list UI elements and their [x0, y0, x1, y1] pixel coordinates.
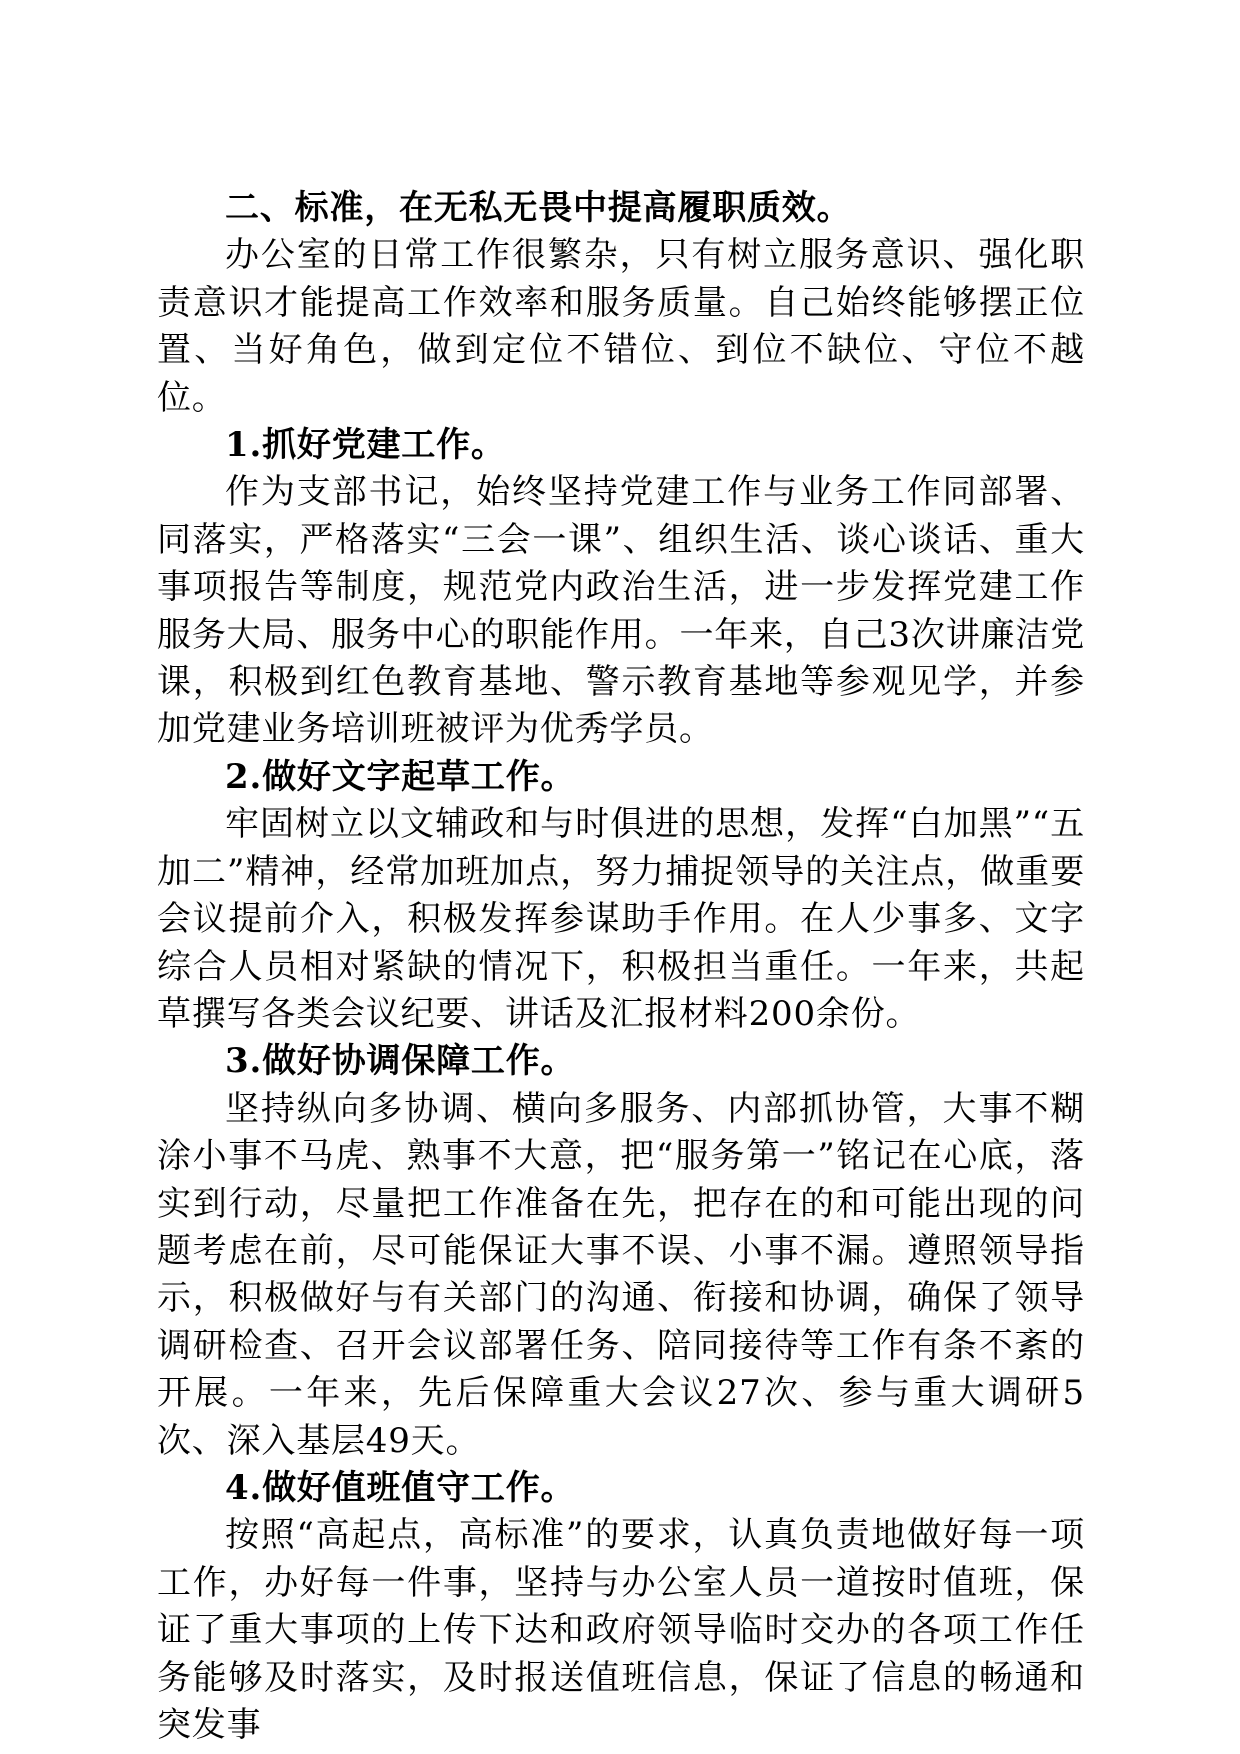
intro-paragraph: 办公室的日常工作很繁杂，只有树立服务意识、强化职责意识才能提高工作效率和服务质量。自己始终能够摆正位置、当好角色，做到定位不错位、到位不缺位、守位不越位。 — [157, 235, 1085, 418]
item-3-heading: 3.做好协调保障工作。 — [225, 1041, 576, 1082]
section-heading: 二、标准，在无私无畏中提高履职质效。 — [225, 188, 852, 228]
item-1-heading: 1.抓好党建工作。 — [225, 425, 506, 466]
item-2-paragraph: 牢固树立以文辅政和与时俱进的思想，发挥“白加黑”“五加二”精神，经常加班加点，努力捕捉领导的关注点，做重要会议提前介入，积极发挥参谋助手作用。在人少事多、文字综合人员相对紧缺的情况下，积极担当重任。一年来，共起草撰写各类会议纪要、讲话及汇报材料200余份。 — [157, 804, 1085, 1034]
item-4-heading: 4.做好值班值守工作。 — [225, 1467, 576, 1508]
item-1-paragraph: 作为支部书记，始终坚持党建工作与业务工作同部署、同落实，严格落实“三会一课”、组织生活、谈心谈话、重大事项报告等制度，规范党内政治生活，进一步发挥党建工作服务大局、服务中心的职能作用。一年来，自己3次讲廉洁党课，积极到红色教育基地、警示教育基地等参观见学，并参加党建业务培训班被评为优秀学员。 — [157, 472, 1085, 750]
item-3-paragraph: 坚持纵向多协调、横向多服务、内部抓协管，大事不糊涂小事不马虎、熟事不大意，把“服务第一”铭记在心底，落实到行动，尽量把工作准备在先，把存在的和可能出现的问题考虑在前，尽可能保证大事不误、小事不漏。遵照领导指示，积极做好与有关部门的沟通、衔接和协调，确保了领导调研检查、召开会议部署任务、陪同接待等工作有条不紊的开展。一年来，先后保障重大会议27次、参与重大调研5次、深入基层49天。 — [157, 1088, 1085, 1461]
document-body — [157, 185, 1085, 1749]
item-2-heading: 2.做好文字起草工作。 — [225, 756, 576, 797]
item-4-paragraph: 按照“高起点，高标准”的要求，认真负责地做好每一项工作，办好每一件事，坚持与办公室人员一道按时值班，保证了重大事项的上传下达和政府领导临时交办的各项工作任务能够及时落实，及时报送值班信息，保证了信息的畅通和突发事 — [157, 1515, 1085, 1745]
